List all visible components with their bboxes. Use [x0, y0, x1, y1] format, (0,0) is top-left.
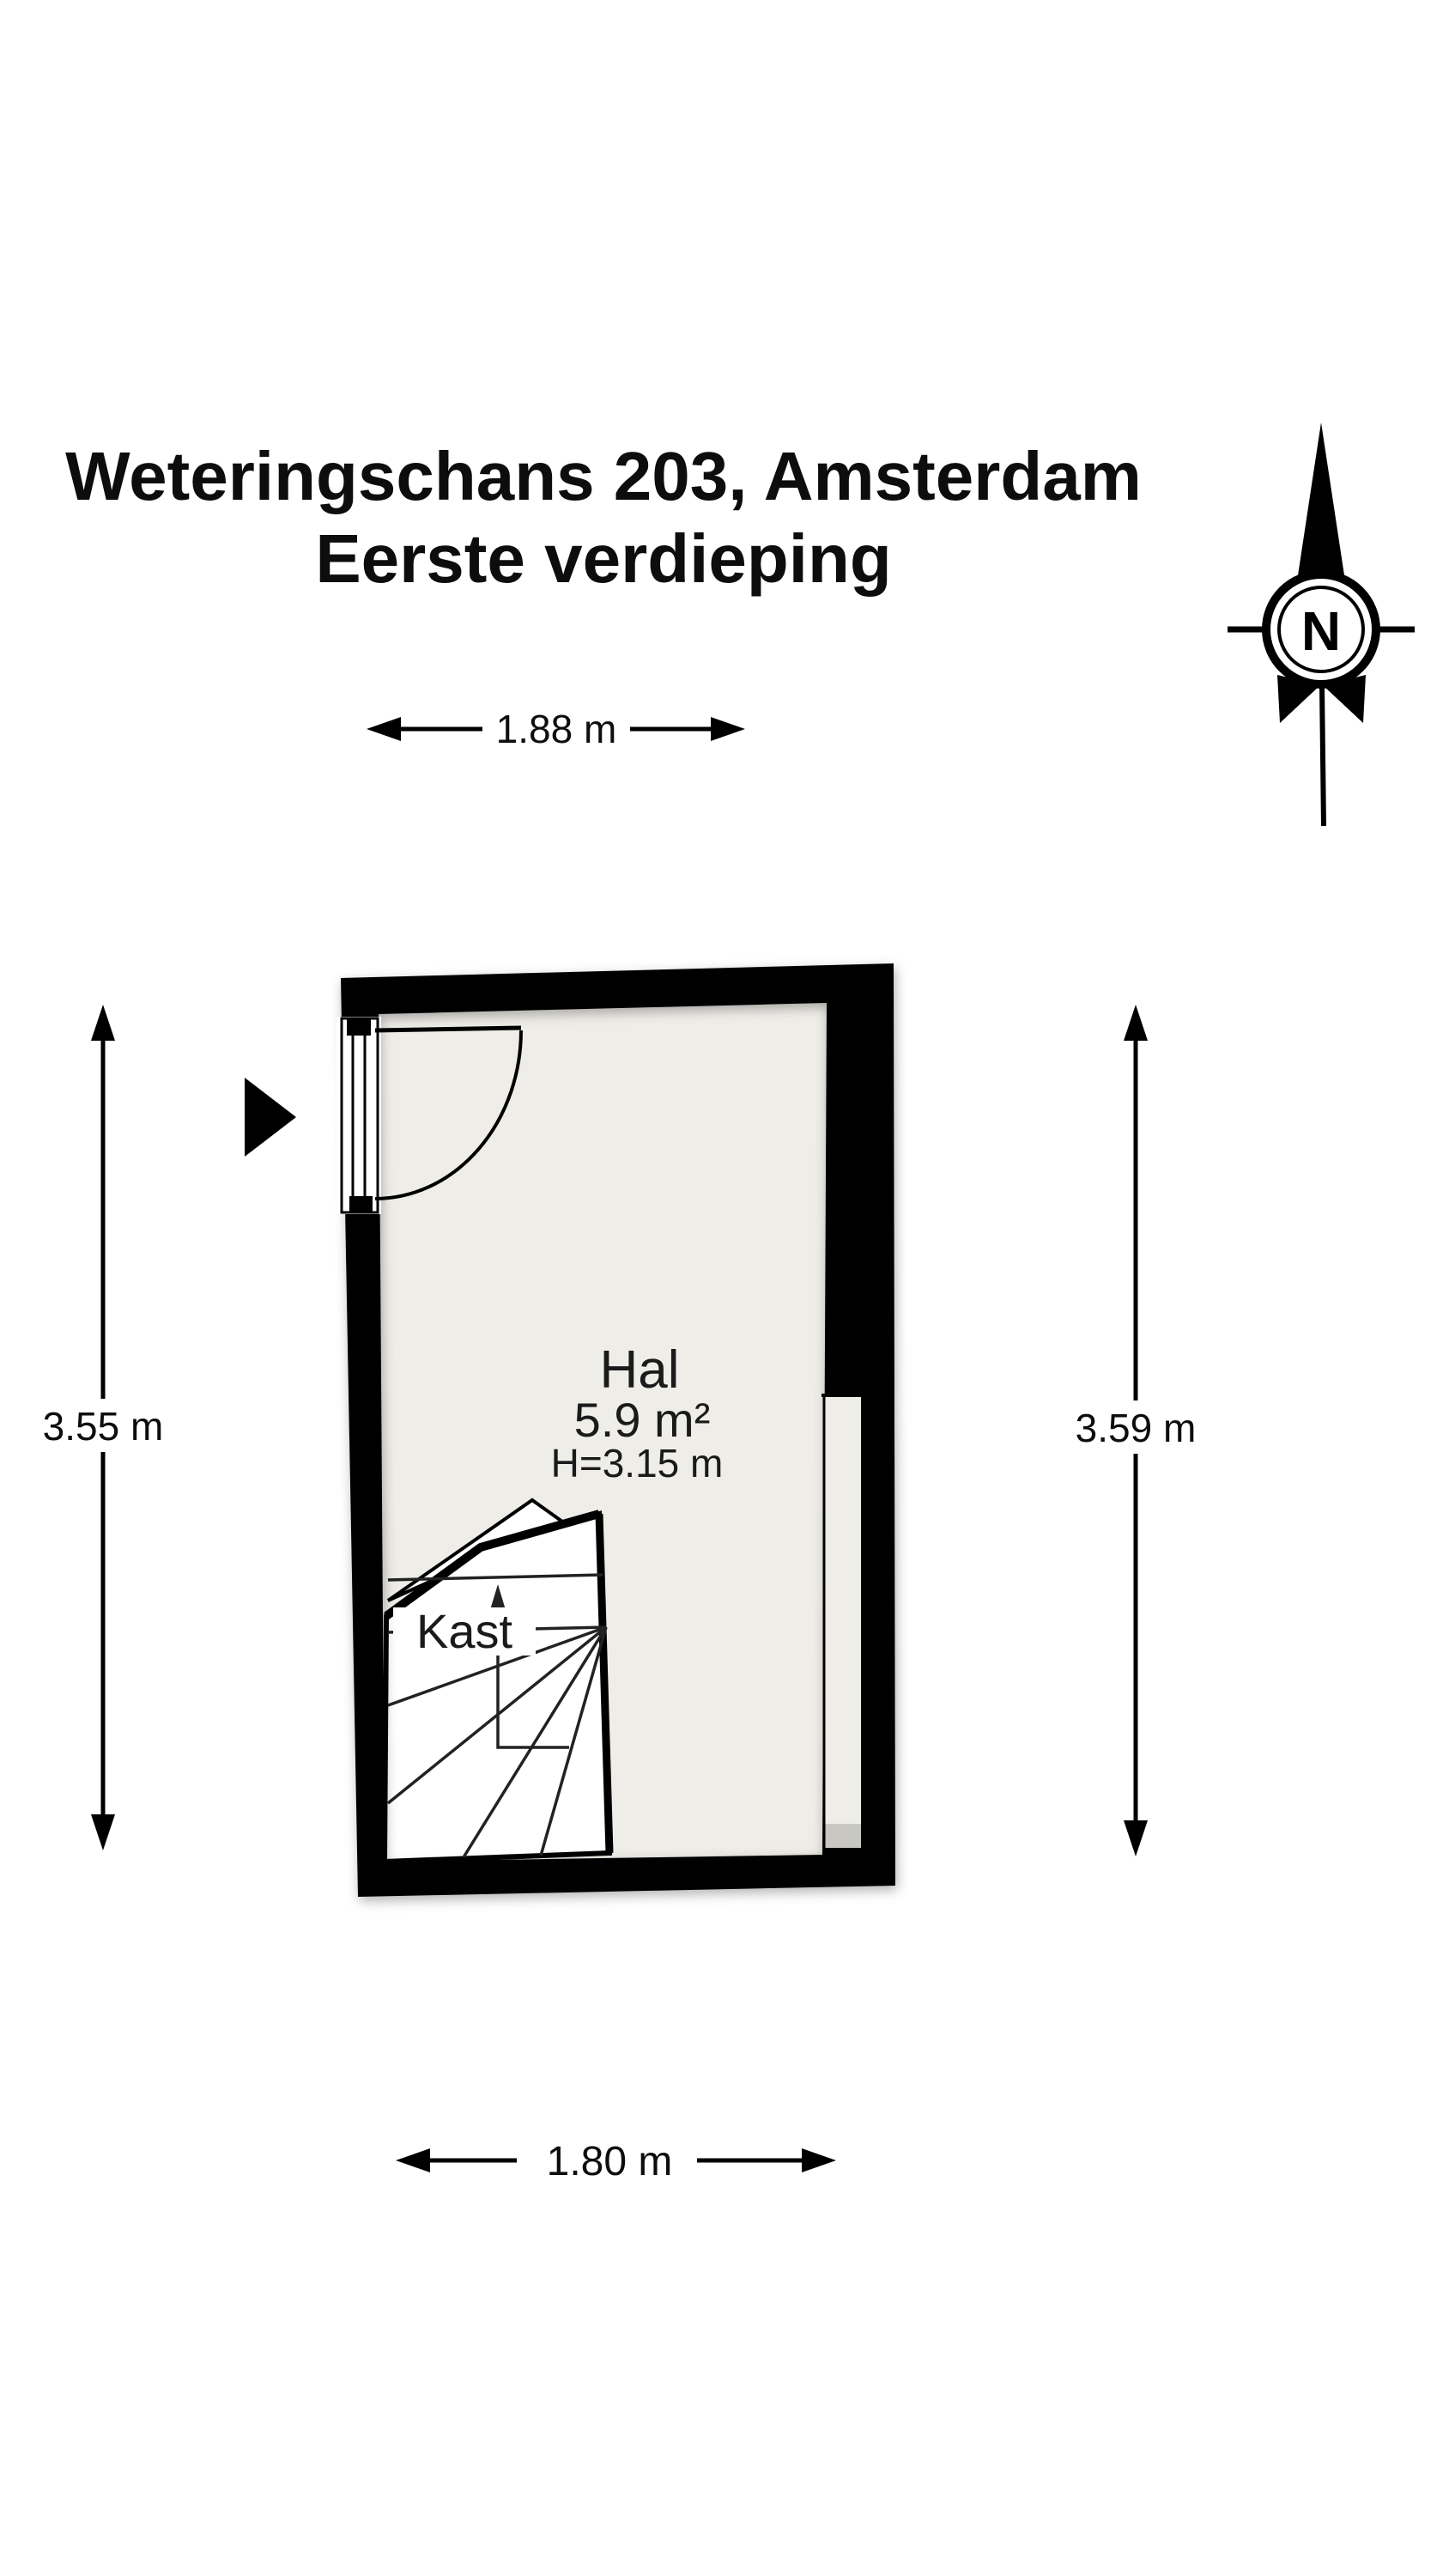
dimension-left-label: 3.55 m — [42, 1404, 164, 1449]
dimension-bottom — [396, 2139, 836, 2184]
door-jamb-top — [347, 1018, 371, 1036]
door-jamb-bottom — [349, 1196, 373, 1212]
room-name: Hal — [599, 1340, 680, 1400]
arrowhead-up-icon — [1124, 1005, 1148, 1041]
arrowhead-up-icon — [91, 1005, 115, 1041]
floorplan — [245, 963, 895, 1897]
page-title: Weteringschans 203, Amsterdam — [65, 438, 1142, 514]
room-ceiling-height: H=3.15 m — [550, 1441, 724, 1485]
dimension-right-label: 3.59 m — [1075, 1406, 1197, 1450]
door-frame — [342, 1018, 378, 1212]
north-compass — [1228, 422, 1415, 826]
page-subtitle: Eerste verdieping — [315, 520, 892, 597]
compass-north-label: N — [1300, 600, 1342, 662]
door-leaf — [375, 1028, 521, 1030]
entrance-arrow-icon — [245, 1078, 296, 1157]
dimension-top — [367, 707, 745, 751]
dimension-right — [1062, 1005, 1210, 1856]
arrowhead-down-icon — [91, 1814, 115, 1850]
right-wall-niche — [822, 1394, 862, 1848]
dimension-bottom-label: 1.80 m — [546, 2139, 673, 2184]
dimension-left — [29, 1005, 177, 1850]
closet-label: Kast — [415, 1604, 513, 1658]
compass-tail — [1322, 685, 1324, 826]
arrowhead-down-icon — [1124, 1820, 1148, 1856]
compass-needle-icon — [1298, 422, 1344, 575]
title-block — [65, 438, 1142, 597]
dimension-top-label: 1.88 m — [495, 707, 617, 751]
room-area: 5.9 m² — [573, 1393, 711, 1447]
